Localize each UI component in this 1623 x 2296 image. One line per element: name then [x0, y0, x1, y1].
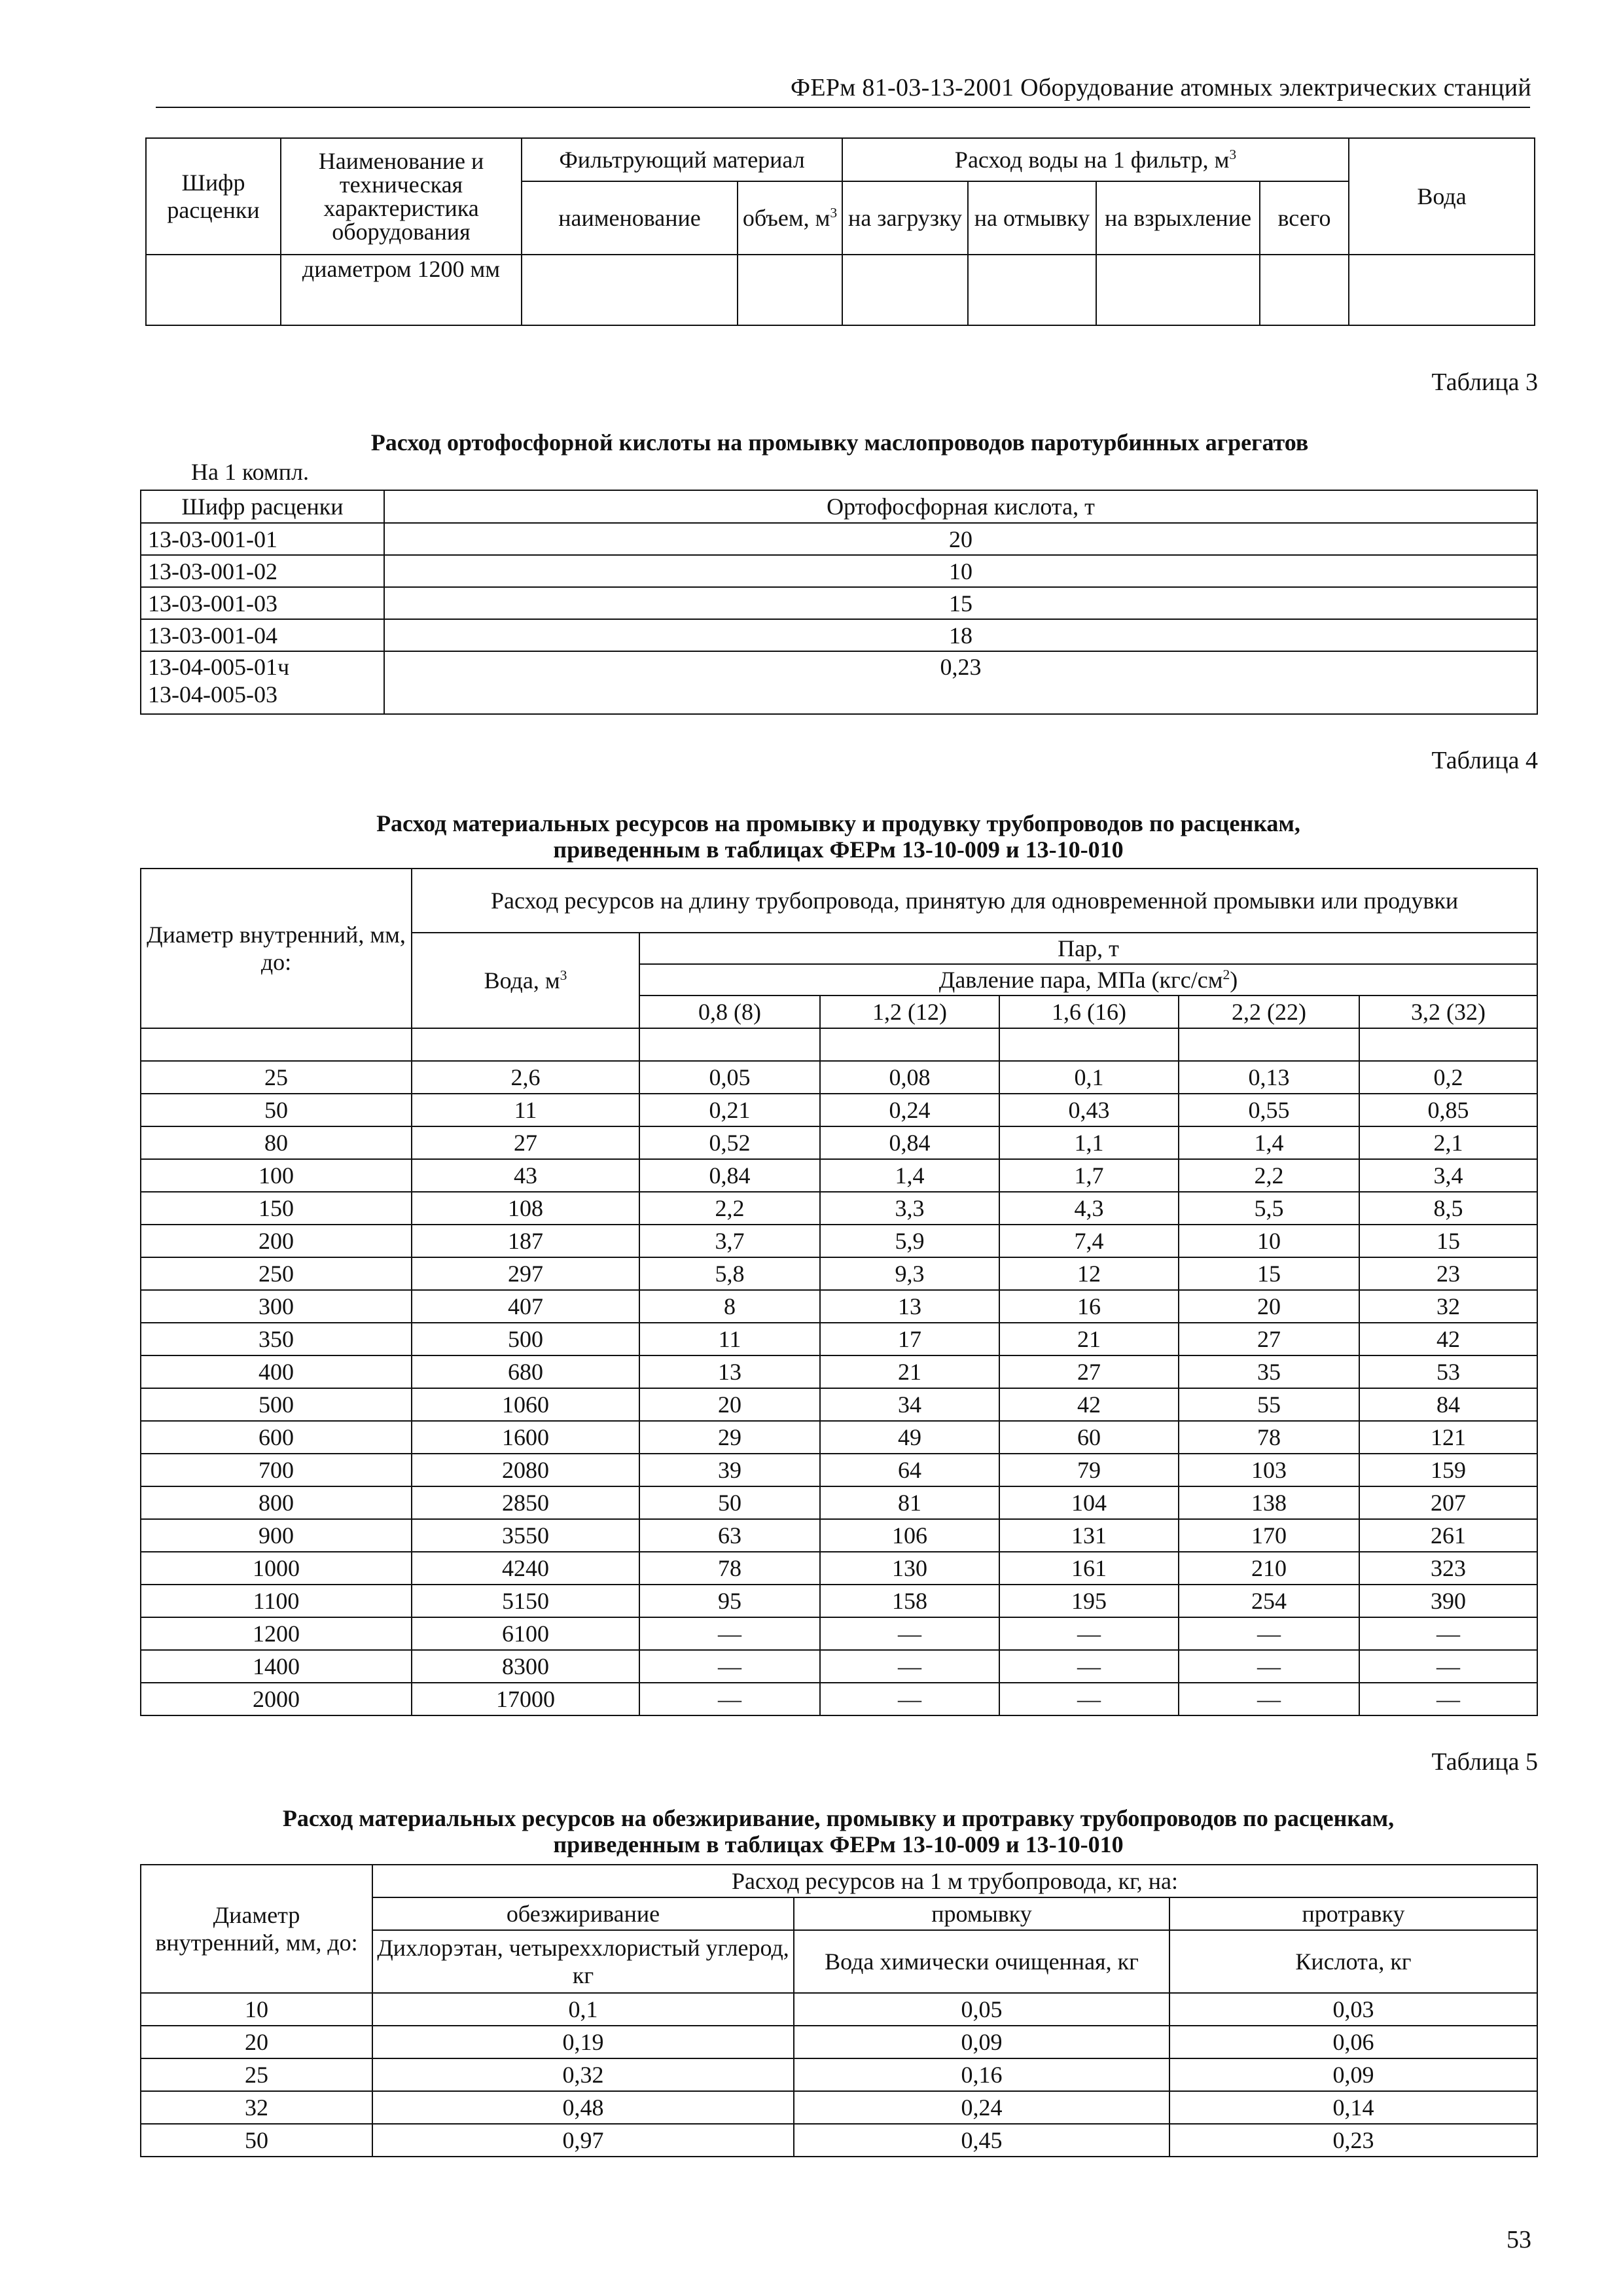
value-cell: 0,1 [372, 1993, 794, 2026]
value-cell: 0,13 [1179, 1061, 1359, 1094]
diameter-cell: 700 [141, 1454, 412, 1486]
col-header-resources: Расход ресурсов на длину трубопровода, принятую для одновременной промывки или продувки [412, 869, 1537, 933]
value-cell: — [1179, 1683, 1359, 1715]
value-cell: 78 [1179, 1421, 1359, 1454]
value-cell: 0,05 [794, 1993, 1169, 2026]
table-cell [146, 255, 281, 325]
col-header-loosen: на взрыхление [1096, 181, 1260, 255]
pressure-header: 0,8 (8) [639, 996, 820, 1028]
col-header-etch: протравку [1169, 1897, 1537, 1930]
diameter-cell: 10 [141, 1993, 372, 2026]
value-cell: 390 [1359, 1585, 1537, 1617]
value-cell: 3,4 [1359, 1159, 1537, 1192]
row-code: 13-03-001-04 [141, 619, 384, 651]
value-cell: 0,52 [639, 1126, 820, 1159]
table5-title [140, 1805, 1537, 1857]
value-cell: 23 [1359, 1257, 1537, 1290]
col-header-degrease: обезжиривание [372, 1897, 794, 1930]
table-row [141, 2058, 1537, 2091]
table4-label: Таблица 4 [1431, 747, 1538, 774]
value-cell: 8,5 [1359, 1192, 1537, 1225]
value-cell: 158 [820, 1585, 999, 1617]
row-value: 0,23 [384, 651, 1537, 714]
value-cell: 0,45 [794, 2124, 1169, 2157]
value-cell: 53 [1359, 1355, 1537, 1388]
table-row [141, 1388, 1537, 1421]
table5-body [141, 1993, 1537, 2157]
value-cell: 1060 [412, 1388, 639, 1421]
value-cell: 0,32 [372, 2058, 794, 2091]
table-row [141, 2026, 1537, 2058]
row-value: 18 [384, 619, 1537, 651]
table-row [141, 1355, 1537, 1388]
value-cell: 3550 [412, 1519, 639, 1552]
value-cell: 0,23 [1169, 2124, 1537, 2157]
diameter-cell: 250 [141, 1257, 412, 1290]
col-header-water-consumption: Расход воды на 1 фильтр, $м^3$ [842, 138, 1349, 181]
value-cell: 12 [999, 1257, 1179, 1290]
value-cell: 2,2 [1179, 1159, 1359, 1192]
col-header-chem-water: Вода химически очищенная, кг [794, 1930, 1169, 1993]
value-cell: 64 [820, 1454, 999, 1486]
value-cell: 0,2 [1359, 1061, 1537, 1094]
col-header-filter-material: Фильтрующий материал [522, 138, 842, 181]
value-cell: 207 [1359, 1486, 1537, 1519]
value-cell: 0,97 [372, 2124, 794, 2157]
table-row [141, 1094, 1537, 1126]
col-header-code: Шифр расценки [146, 138, 281, 255]
value-cell: 104 [999, 1486, 1179, 1519]
table-row-empty [141, 1028, 1537, 1061]
value-cell: — [1359, 1650, 1537, 1683]
value-cell: 27 [412, 1126, 639, 1159]
value-cell: 0,05 [639, 1061, 820, 1094]
diameter-cell: 1000 [141, 1552, 412, 1585]
value-cell: 21 [820, 1355, 999, 1388]
pressure-header: 1,6 (16) [999, 996, 1179, 1028]
table-row [141, 1683, 1537, 1715]
value-cell: 0,24 [820, 1094, 999, 1126]
col-header-water: Вода, $м^3$ [412, 933, 639, 1028]
value-cell: 0,08 [820, 1061, 999, 1094]
value-cell: 5,8 [639, 1257, 820, 1290]
value-cell: 39 [639, 1454, 820, 1486]
value-cell: 2850 [412, 1486, 639, 1519]
value-cell: 210 [1179, 1552, 1359, 1585]
value-cell: 680 [412, 1355, 639, 1388]
value-cell: 103 [1179, 1454, 1359, 1486]
value-cell: — [1359, 1617, 1537, 1650]
value-cell: 407 [412, 1290, 639, 1323]
diameter-cell: 32 [141, 2091, 372, 2124]
value-cell: 4240 [412, 1552, 639, 1585]
table4-title [140, 810, 1537, 863]
value-cell: 27 [999, 1355, 1179, 1388]
row-value: 15 [384, 587, 1537, 619]
value-cell: 10 [1179, 1225, 1359, 1257]
table-row [141, 1993, 1537, 2026]
col-header-material-name: наименование [522, 181, 738, 255]
value-cell: 42 [1359, 1323, 1537, 1355]
diameter-cell: 350 [141, 1323, 412, 1355]
table-cell [1096, 255, 1260, 325]
col-header-diameter: Диаметр внутренний, мм, до: [141, 1865, 372, 1993]
table-row [141, 2124, 1537, 2157]
value-cell: 131 [999, 1519, 1179, 1552]
value-cell: 187 [412, 1225, 639, 1257]
value-cell: 20 [639, 1388, 820, 1421]
value-cell: 43 [412, 1159, 639, 1192]
value-cell: 0,09 [794, 2026, 1169, 2058]
col-header-material-volume: объем, $м^3$ [738, 181, 842, 255]
row-code: 13-04-005-01ч [148, 654, 290, 680]
diameter-cell: 50 [141, 1094, 412, 1126]
value-cell: — [1359, 1683, 1537, 1715]
table5-title-line2: приведенным в таблицах ФЕРм 13-10-009 и 13-10-010 [553, 1831, 1124, 1857]
value-cell: — [999, 1617, 1179, 1650]
table3 [140, 490, 1538, 715]
value-cell: 13 [639, 1355, 820, 1388]
col-header-wash: промывку [794, 1897, 1169, 1930]
value-cell: 8 [639, 1290, 820, 1323]
value-cell: 0,16 [794, 2058, 1169, 2091]
value-cell: 0,1 [999, 1061, 1179, 1094]
diameter-cell: 80 [141, 1126, 412, 1159]
diameter-cell: 400 [141, 1355, 412, 1388]
row-codes-group [141, 651, 384, 714]
value-cell: — [820, 1683, 999, 1715]
diameter-cell: 20 [141, 2026, 372, 2058]
table-row [141, 1257, 1537, 1290]
value-cell: 170 [1179, 1519, 1359, 1552]
value-cell: 27 [1179, 1323, 1359, 1355]
table-row [141, 1192, 1537, 1225]
value-cell: 2,1 [1359, 1126, 1537, 1159]
table-row [141, 1225, 1537, 1257]
table5 [140, 1864, 1538, 2157]
value-cell: 50 [639, 1486, 820, 1519]
value-cell: 0,19 [372, 2026, 794, 2058]
table5-title-line1: Расход материальных ресурсов на обезжиривание, промывку и протравку трубопроводов по расценкам, [282, 1805, 1395, 1831]
value-cell: 4,3 [999, 1192, 1179, 1225]
value-cell: 2,6 [412, 1061, 639, 1094]
value-cell: 79 [999, 1454, 1179, 1486]
value-cell: 21 [999, 1323, 1179, 1355]
diameter-cell: 600 [141, 1421, 412, 1454]
value-cell: 2080 [412, 1454, 639, 1486]
table-row [141, 1617, 1537, 1650]
value-cell: 1,7 [999, 1159, 1179, 1192]
table-row [141, 1421, 1537, 1454]
col-header-water: Вода [1349, 138, 1535, 255]
value-cell: 195 [999, 1585, 1179, 1617]
diameter-cell: 25 [141, 1061, 412, 1094]
table-row [141, 1290, 1537, 1323]
value-cell: 32 [1359, 1290, 1537, 1323]
diameter-cell: 1400 [141, 1650, 412, 1683]
value-cell: 5,9 [820, 1225, 999, 1257]
diameter-cell: 300 [141, 1290, 412, 1323]
table-cell [968, 255, 1096, 325]
value-cell: 17000 [412, 1683, 639, 1715]
col-header-name: Наименование и техническая характеристика оборудования [281, 138, 522, 255]
value-cell: 5150 [412, 1585, 639, 1617]
table3-title: Расход ортофосфорной кислоты на промывку маслопроводов паротурбинных агрегатов [370, 429, 1309, 456]
col-header-resources: Расход ресурсов на 1 м трубопровода, кг, на: [372, 1865, 1537, 1897]
col-header-steam: Пар, т [639, 933, 1537, 964]
value-cell: 35 [1179, 1355, 1359, 1388]
table-row [141, 1650, 1537, 1683]
value-cell: 6100 [412, 1617, 639, 1650]
value-cell: 130 [820, 1552, 999, 1585]
value-cell: 138 [1179, 1486, 1359, 1519]
value-cell: 1,1 [999, 1126, 1179, 1159]
value-cell: — [820, 1650, 999, 1683]
value-cell: 159 [1359, 1454, 1537, 1486]
value-cell: 0,48 [372, 2091, 794, 2124]
diameter-cell: 200 [141, 1225, 412, 1257]
diameter-cell: 900 [141, 1519, 412, 1552]
value-cell: 0,85 [1359, 1094, 1537, 1126]
diameter-cell: 1200 [141, 1617, 412, 1650]
pressure-header: 3,2 (32) [1359, 996, 1537, 1028]
value-cell: 297 [412, 1257, 639, 1290]
value-cell: 42 [999, 1388, 1179, 1421]
table-row [141, 1323, 1537, 1355]
value-cell: 9,3 [820, 1257, 999, 1290]
value-cell: 63 [639, 1519, 820, 1552]
table-row [141, 1486, 1537, 1519]
value-cell: — [639, 1617, 820, 1650]
col-header-solvent: Дихлорэтан, четыреххлористый углерод, кг [372, 1930, 794, 1993]
row-code: 13-03-001-02 [141, 555, 384, 587]
table4-title-line1: Расход материальных ресурсов на промывку и продувку трубопроводов по расценкам, [376, 810, 1300, 836]
value-cell: 0,03 [1169, 1993, 1537, 2026]
value-cell: 95 [639, 1585, 820, 1617]
col-header-acid: Кислота, кг [1169, 1930, 1537, 1993]
table5-label: Таблица 5 [1431, 1748, 1538, 1776]
value-cell: 5,5 [1179, 1192, 1359, 1225]
col-header-pressure: Давление пара, МПа $(кгс/см^2)$ [639, 964, 1537, 996]
value-cell: 7,4 [999, 1225, 1179, 1257]
table4-title-line2: приведенным в таблицах ФЕРм 13-10-009 и 13-10-010 [553, 836, 1124, 863]
table4-body [141, 1061, 1537, 1715]
table-row [141, 1126, 1537, 1159]
value-cell: 11 [639, 1323, 820, 1355]
value-cell: 13 [820, 1290, 999, 1323]
table-cell [1349, 255, 1535, 325]
value-cell: 34 [820, 1388, 999, 1421]
row-code: 13-03-001-01 [141, 523, 384, 555]
value-cell: 0,84 [639, 1159, 820, 1192]
table-cell [842, 255, 968, 325]
diameter-cell: 150 [141, 1192, 412, 1225]
value-cell: 0,24 [794, 2091, 1169, 2124]
diameter-cell: 1100 [141, 1585, 412, 1617]
value-cell: 0,43 [999, 1094, 1179, 1126]
value-cell: 81 [820, 1486, 999, 1519]
diameter-cell: 2000 [141, 1683, 412, 1715]
table-row [141, 2091, 1537, 2124]
value-cell: — [999, 1683, 1179, 1715]
value-cell: 8300 [412, 1650, 639, 1683]
value-cell: 0,55 [1179, 1094, 1359, 1126]
table-row [141, 1552, 1537, 1585]
value-cell: — [999, 1650, 1179, 1683]
equipment-name-cell: диаметром 1200 мм [281, 255, 522, 325]
value-cell: — [639, 1650, 820, 1683]
diameter-cell: 100 [141, 1159, 412, 1192]
value-cell: 0,21 [639, 1094, 820, 1126]
page-number: 53 [1507, 2226, 1531, 2253]
diameter-cell: 500 [141, 1388, 412, 1421]
value-cell: 0,14 [1169, 2091, 1537, 2124]
value-cell: 500 [412, 1323, 639, 1355]
col-header-diameter: Диаметр внутренний, мм, до: [141, 869, 412, 1028]
row-value: 20 [384, 523, 1537, 555]
value-cell: 49 [820, 1421, 999, 1454]
value-cell: — [1179, 1617, 1359, 1650]
value-cell: 121 [1359, 1421, 1537, 1454]
table-row [141, 1585, 1537, 1617]
value-cell: 15 [1179, 1257, 1359, 1290]
value-cell: 161 [999, 1552, 1179, 1585]
pressure-header: 2,2 (22) [1179, 996, 1359, 1028]
header-rule [156, 107, 1530, 108]
value-cell: 261 [1359, 1519, 1537, 1552]
value-cell: 16 [999, 1290, 1179, 1323]
table3-label: Таблица 3 [1431, 368, 1538, 396]
row-code: 13-03-001-03 [141, 587, 384, 619]
value-cell: — [820, 1617, 999, 1650]
row-value: 10 [384, 555, 1537, 587]
table-cell [738, 255, 842, 325]
table-row [141, 1519, 1537, 1552]
value-cell: 108 [412, 1192, 639, 1225]
col-header-code: Шифр расценки [141, 490, 384, 523]
value-cell: 15 [1359, 1225, 1537, 1257]
value-cell: 1,4 [820, 1159, 999, 1192]
col-header-wash: на отмывку [968, 181, 1096, 255]
diameter-cell: 50 [141, 2124, 372, 2157]
value-cell: 1,4 [1179, 1126, 1359, 1159]
value-cell: 323 [1359, 1552, 1537, 1585]
value-cell: — [1179, 1650, 1359, 1683]
value-cell: 1600 [412, 1421, 639, 1454]
col-header-load: на загрузку [842, 181, 968, 255]
value-cell: 84 [1359, 1388, 1537, 1421]
value-cell: 254 [1179, 1585, 1359, 1617]
value-cell: 0,09 [1169, 2058, 1537, 2091]
value-cell: 60 [999, 1421, 1179, 1454]
pressure-header: 1,2 (12) [820, 996, 999, 1028]
table-cell [1260, 255, 1349, 325]
table-row [141, 1061, 1537, 1094]
table-row [141, 1454, 1537, 1486]
col-header-acid: Ортофосфорная кислота, т [384, 490, 1537, 523]
value-cell: 55 [1179, 1388, 1359, 1421]
col-header-total: всего [1260, 181, 1349, 255]
value-cell: 20 [1179, 1290, 1359, 1323]
diameter-cell: 25 [141, 2058, 372, 2091]
value-cell: 29 [639, 1421, 820, 1454]
value-cell: 3,3 [820, 1192, 999, 1225]
value-cell: 2,2 [639, 1192, 820, 1225]
filter-table [145, 137, 1535, 326]
table4 [140, 868, 1538, 1716]
value-cell: 3,7 [639, 1225, 820, 1257]
page-header: ФЕРм 81-03-13-2001 Оборудование атомных электрических станций [791, 74, 1531, 101]
value-cell: 17 [820, 1323, 999, 1355]
value-cell: — [639, 1683, 820, 1715]
table-cell [522, 255, 738, 325]
row-code: 13-04-005-03 [148, 681, 277, 708]
diameter-cell: 800 [141, 1486, 412, 1519]
value-cell: 0,84 [820, 1126, 999, 1159]
value-cell: 78 [639, 1552, 820, 1585]
value-cell: 11 [412, 1094, 639, 1126]
value-cell: 0,06 [1169, 2026, 1537, 2058]
table-row [141, 1159, 1537, 1192]
value-cell: 106 [820, 1519, 999, 1552]
table3-unit: На 1 компл. [191, 459, 309, 485]
